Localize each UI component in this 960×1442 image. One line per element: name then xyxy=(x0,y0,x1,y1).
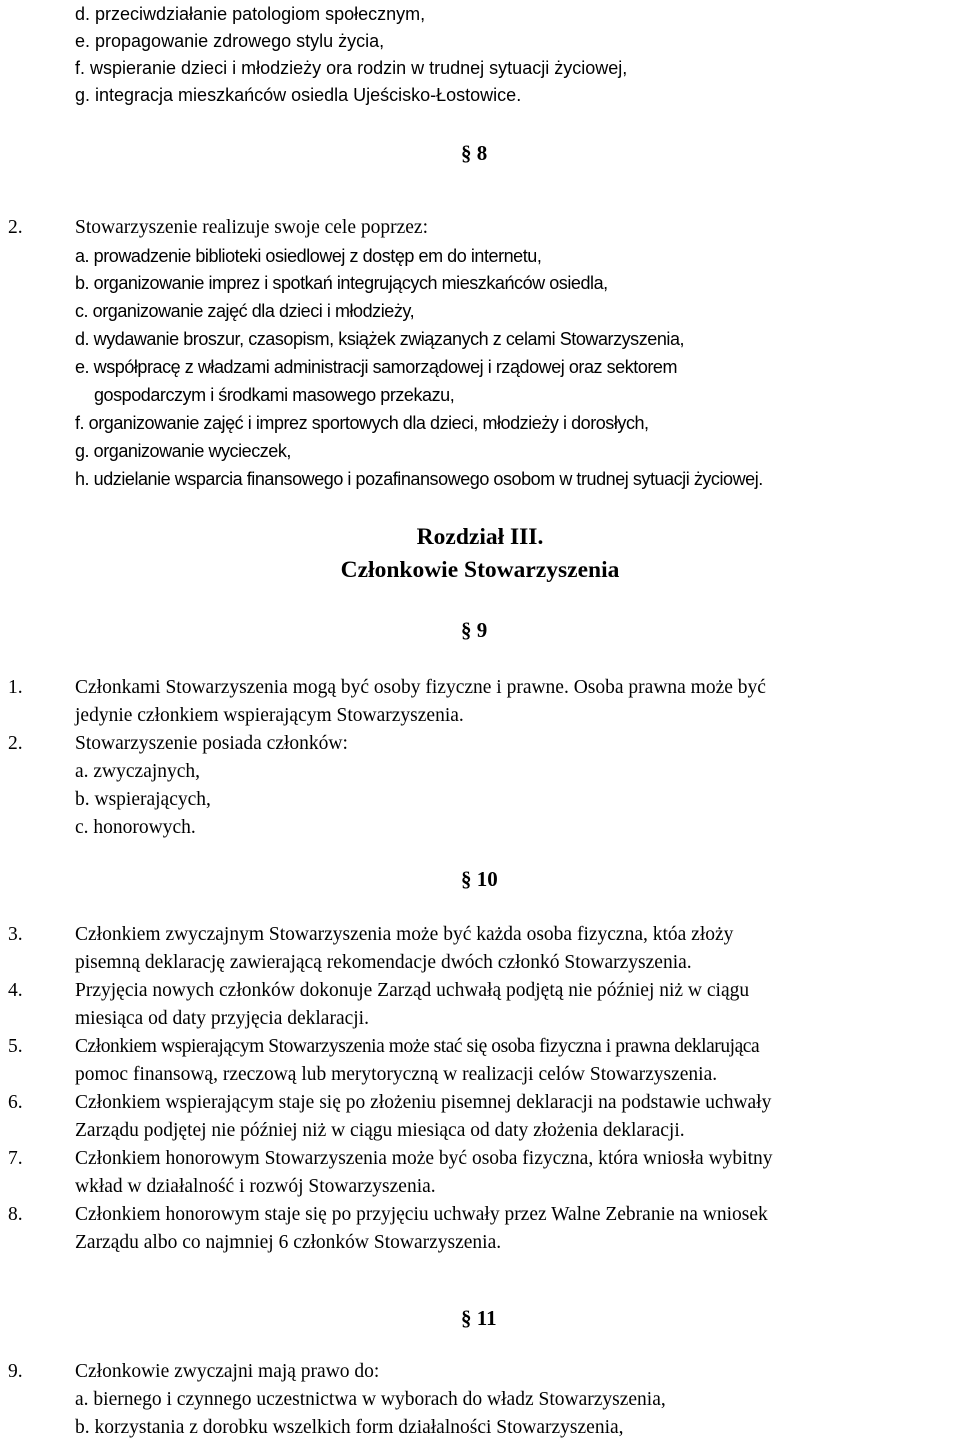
section-heading-9: § 9 xyxy=(461,618,488,642)
list-item-d: d. przeciwdziałanie patologiom społecznym, xyxy=(75,4,426,24)
item-text-9: Członkowie zwyczajni mają prawo do: xyxy=(75,1361,380,1382)
list-item-a: a. prowadzenie biblioteki osiedlowej z dostęp em do internetu, xyxy=(75,246,542,266)
section-heading-10: § 10 xyxy=(461,867,498,891)
item-text-4-cont: miesiąca od daty przyjęcia deklaracji. xyxy=(75,1008,369,1029)
item-number-1: 1. xyxy=(8,677,23,698)
list-item-g: g. integracja mieszkańców osiedla Ujeścisko-Łostowice. xyxy=(75,85,522,105)
item-number-2: 2. xyxy=(8,217,23,238)
item-text-4: Przyjęcia nowych członków dokonuje Zarząd uchwałą podjętą nie później niż w ciągu xyxy=(75,980,750,1001)
list-item-b: b. korzystania z dorobku wszelkich form działalności Stowarzyszenia, xyxy=(75,1417,624,1438)
list-item-g: g. organizowanie wycieczek, xyxy=(75,441,291,461)
item-number-6: 6. xyxy=(8,1092,23,1113)
item-number-7: 7. xyxy=(8,1148,23,1169)
list-item-e: e. współpracę z władzami administracji samorządowej i rządowej oraz sektorem xyxy=(75,357,678,377)
chapter-title: Rozdział III. xyxy=(416,524,544,550)
list-item-f: f. wspieranie dzieci i młodzieży ora rodzin w trudnej sytuacji życiowej, xyxy=(75,58,628,78)
item-text-7-cont: wkład w działalność i rozwój Stowarzyszenia. xyxy=(75,1176,436,1197)
item-number-9: 9. xyxy=(8,1361,23,1382)
section-heading-11: § 11 xyxy=(461,1306,497,1330)
item-text-7: Członkiem honorowym Stowarzyszenia może być osoba fizyczna, która wniosła wybitny xyxy=(75,1148,773,1169)
item-text-6-cont: Zarządu podjętej nie później niż w ciągu miesiąca od daty złożenia deklaracji. xyxy=(75,1120,685,1141)
list-item-b: b. organizowanie imprez i spotkań integrujących mieszkańców osiedla, xyxy=(75,273,608,293)
list-item-c: c. honorowych. xyxy=(75,817,196,838)
item-text-3: Członkiem zwyczajnym Stowarzyszenia może być każda osoba fizyczna, któa złoży xyxy=(75,924,734,945)
item-text-2: Stowarzyszenie realizuje swoje cele poprzez: xyxy=(75,217,428,238)
chapter-subtitle: Członkowie Stowarzyszenia xyxy=(340,557,620,583)
item-text-5-cont: pomoc finansową, rzeczową lub merytoryczną w realizacji celów Stowarzyszenia. xyxy=(75,1064,718,1085)
list-item-d: d. wydawanie broszur, czasopism, książek związanych z celami Stowarzyszenia, xyxy=(75,329,685,349)
item-number-2: 2. xyxy=(8,733,23,754)
item-number-8: 8. xyxy=(8,1204,23,1225)
list-item-c: c. organizowanie zajęć dla dzieci i młodzieży, xyxy=(75,301,415,321)
list-item-e-cont: gospodarczym i środkami masowego przekazu, xyxy=(94,385,455,405)
item-text-8-cont: Zarządu albo co najmniej 6 członków Stowarzyszenia. xyxy=(75,1232,502,1253)
item-text-1: Członkami Stowarzyszenia mogą być osoby fizyczne i prawne. Osoba prawna może być xyxy=(75,677,766,698)
list-item-f: f. organizowanie zajęć i imprez sportowych dla dzieci, młodzieży i dorosłych, xyxy=(75,413,649,433)
item-number-3: 3. xyxy=(8,924,23,945)
item-number-5: 5. xyxy=(8,1036,23,1057)
list-item-h: h. udzielanie wsparcia finansowego i pozafinansowego osobom w trudnej sytuacji życiowej. xyxy=(75,469,763,489)
item-number-4: 4. xyxy=(8,980,23,1001)
list-item-a: a. zwyczajnych, xyxy=(75,761,201,782)
item-text-8: Członkiem honorowym staje się po przyjęciu uchwały przez Walne Zebranie na wniosek xyxy=(75,1204,768,1225)
item-text-5: Członkiem wspierającym Stowarzyszenia może stać się osoba fizyczna i prawna deklarująca xyxy=(75,1036,760,1057)
item-text-3-cont: pisemną deklarację zawierającą rekomendacje dwóch członkó Stowarzyszenia. xyxy=(75,952,692,973)
item-text-2: Stowarzyszenie posiada członków: xyxy=(75,733,348,754)
item-text-6: Członkiem wspierającym staje się po złożeniu pisemnej deklaracji na podstawie uchwały xyxy=(75,1092,772,1113)
section-heading-8: § 8 xyxy=(461,141,488,165)
list-item-a: a. biernego i czynnego uczestnictwa w wyborach do władz Stowarzyszenia, xyxy=(75,1389,666,1410)
list-item-e: e. propagowanie zdrowego stylu życia, xyxy=(75,31,385,51)
item-text-1-cont: jedynie członkiem wspierającym Stowarzyszenia. xyxy=(75,705,464,726)
list-item-b: b. wspierających, xyxy=(75,789,211,810)
